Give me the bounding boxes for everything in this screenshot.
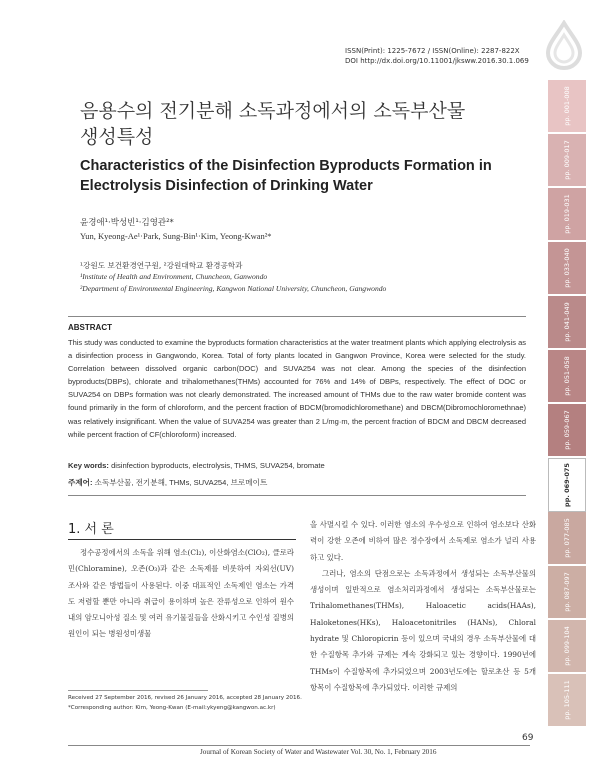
section-underline: [68, 539, 296, 540]
affiliation-korean: ¹강원도 보건환경연구원, ²강원대학교 환경공학과: [80, 261, 243, 270]
affiliation-english-2: ²Department of Environmental Engineering, Kangwon National University, Chuncheon, Gangwondo: [80, 284, 387, 293]
side-tab[interactable]: [548, 350, 586, 402]
journal-citation: Journal of Korean Society of Water and Wastewater Vol. 30, No. 1, February 2016: [200, 748, 437, 756]
side-tab-label: pp. 001-008: [563, 86, 572, 126]
side-tab-label: pp. 099-104: [563, 626, 572, 666]
authors-korean: 윤경애¹·박성빈¹·김영관²*: [80, 218, 174, 228]
title-english: [80, 156, 530, 196]
title-korean: [80, 98, 500, 150]
divider: [68, 495, 526, 496]
side-tab-label: pp. 087-097: [563, 572, 572, 612]
side-tab[interactable]: [548, 134, 586, 186]
paragraph: 을 사멸시킬 수 있다. 이러한 염소의 우수성으로 인하여 염소보다 산화력이 강한 오존에 비하여 많은 정수장에서 소독제로 염소가 널리 사용하고 있다.: [310, 520, 536, 562]
keywords-korean-label: 주제어:: [68, 478, 93, 487]
page-number: 69: [522, 733, 534, 743]
paragraph: 그러나, 염소의 단점으로는 소독과정에서 생성되는 소독부산물의 생성이며 일반적으로 염소처리과정에서 생성되는 소독부산물로는 Trihalomethanes(THMs), Haloacetic acids(HAAs), Haloketones(HKs), Haloacetonitriles (HANs), Chloral hydrate 및 Chloropicrin 등이 있으며 국내의 경우 소독부산물에 대한 수질항목 추가와 규제는 계속 강화되고 있는 경향이다. 1990년에 THMs이 수질항목에 추가되었으며 2003년도에는 할로초산 등 5개 항목이 수질항목에 추가되었다. 이러한 규제의: [310, 568, 536, 692]
footnote-dates: Received 27 September 2016, revised 26 January 2016, accepted 28 January 2016.: [68, 695, 302, 701]
title-korean-line1: 음용수의 전기분해 소독과정에서의 소독부산물: [80, 100, 466, 122]
abstract-body: This study was conducted to examine the byproducts formation characteristics at the water treatment plants which applying electrolysis as a disinfection process in Gangwondo, Korea. Total of forty plants located in Gangwon Province, Korea were selected for the study. Correlation between dissolved organic carbon(DOC) and SUVA254 was not clear. Among the species of the disinfection byproducts(DBPs), chlorate and trihalomethanes(THMs) accounted for 76% and 14% of DBPs, respectively. The effect of DOC or SUVA254 on DBPs formation was not clearly demonstrated. The increased amount of THMs due to the raw water bromide content was found primarily in the form of chloroform, and the percent fraction of BDCM(bromodichloromethane) and DBCM(Dibromochloromethnae) was relatively insignificant. When the value of SUVA254 was greater than 2 L/mg·m, the percent fraction of BDCM and DBCM decreased while percent fraction of CF(chloroform) increased.: [68, 338, 526, 439]
side-tab[interactable]: [548, 566, 586, 618]
side-tab-label: pp. 077-085: [563, 518, 572, 558]
side-tab-label: pp. 009-017: [563, 140, 572, 180]
side-tab-label: pp. 059-067: [563, 410, 572, 450]
paragraph: 정수공정에서의 소독을 위해 염소(Cl₂), 이산화염소(ClO₂), 클로라민(Chloramine), 오존(O₃)과 같은 소독제를 비롯하여 자외선(UV) 조사와 같은 방법들이 사용된다. 이중 대표적인 소독제인 염소는 가격도 저렴할 뿐만 아니라 취급이 용이하며 높은 잔류성으로 인하여 원수내의 암모니아성 질소 및 여러 유기물질들을 산화시키고 수인성 질병의 원인이 되는 병원성미생물: [68, 548, 294, 639]
keywords-text: disinfection byproducts, electrolysis, THMS, SUVA254, bromate: [111, 461, 325, 470]
side-tab-label: pp. 019-031: [563, 194, 572, 234]
divider: [68, 316, 526, 317]
side-tab-label: pp. 041-049: [563, 302, 572, 342]
column-right: [310, 517, 536, 696]
side-tab[interactable]: [548, 512, 586, 564]
water-drop-logo-icon: [540, 20, 588, 70]
footer-rule: [68, 745, 530, 746]
side-tab-label: pp. 051-058: [563, 356, 572, 396]
keywords-korean-text: 소독부산물, 전기분해, THMs, SUVA254, 브로메이트: [94, 478, 268, 487]
side-tab[interactable]: [548, 80, 586, 132]
doi-text: DOI http://dx.doi.org/10.11001/jksww.2016.30.1.069: [345, 57, 529, 65]
affiliation-english-1: ¹Institute of Health and Environment, Chuncheon, Ganwondo: [80, 272, 268, 281]
issn-doi-block: [345, 46, 529, 66]
title-korean-line2: 생성특성: [80, 126, 154, 148]
abstract-heading: ABSTRACT: [68, 323, 112, 332]
side-tab[interactable]: [548, 458, 586, 512]
keywords-line: [68, 461, 325, 470]
footnote-corresponding-author: *Corresponding author: Kim, Yeong-Kwan (E-mail:ykyeng@kangwon.ac.kr): [68, 705, 276, 711]
authors-english: Yun, Kyeong-Ae¹·Park, Sung-Bin¹·Kim, Yeong-Kwan²*: [80, 231, 272, 241]
title-english-line1: Characteristics of the Disinfection Byproducts Formation in: [80, 158, 492, 174]
column-left: [68, 545, 294, 643]
side-tab[interactable]: [548, 674, 586, 726]
side-tab-label: pp. 069-075: [563, 463, 571, 507]
side-tab[interactable]: [548, 242, 586, 294]
title-english-line2: Electrolysis Disinfection of Drinking Water: [80, 178, 373, 194]
issn-text: ISSN(Print): 1225-7672 / ISSN(Online): 2287-822X: [345, 47, 520, 55]
side-tab-label: pp. 105-111: [563, 680, 572, 720]
side-tab[interactable]: [548, 296, 586, 348]
keywords-korean-line: [68, 477, 267, 488]
footnote-rule: [68, 690, 208, 691]
keywords-label: Key words:: [68, 461, 109, 470]
side-tab[interactable]: [548, 620, 586, 672]
side-tab-label: pp. 033-040: [563, 248, 572, 288]
side-tab[interactable]: [548, 188, 586, 240]
section-title: 1. 서 론: [68, 522, 114, 537]
side-tab[interactable]: [548, 404, 586, 456]
